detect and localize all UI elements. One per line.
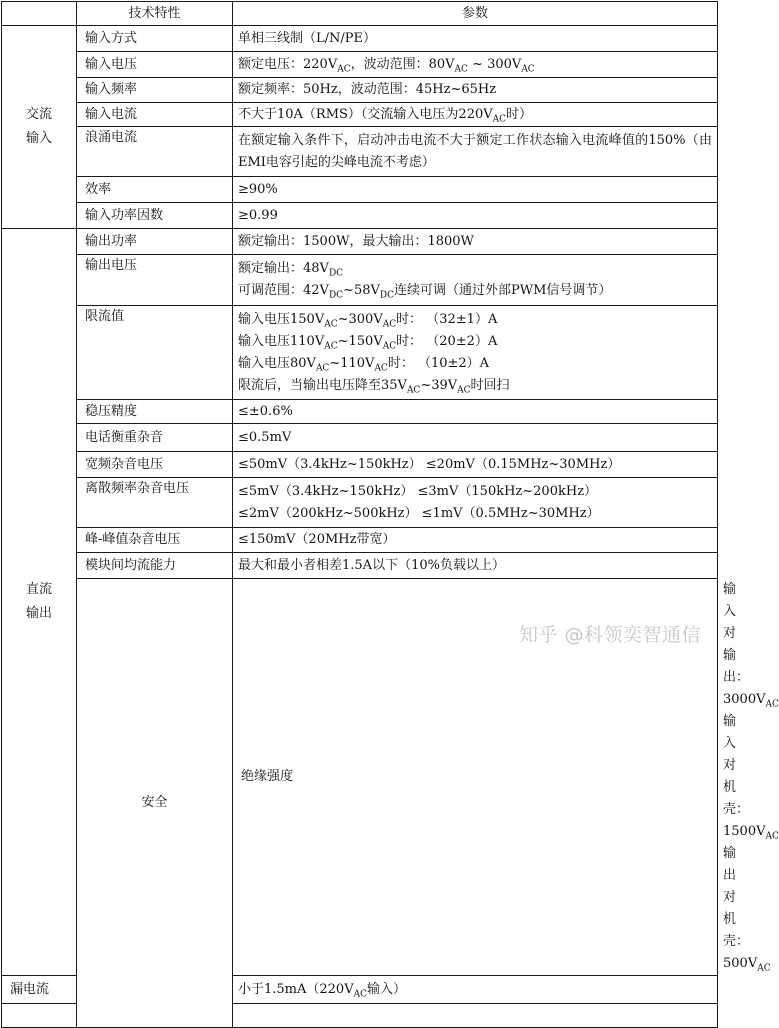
header-row (2, 2, 718, 26)
param-name: 输出电压 (77, 255, 233, 306)
param-name: 稳压精度 (77, 400, 233, 424)
param-value: 额定输出：$48V_{DC}$ 可调范围：$42V_{DC}\sim 58V_{DC}$连续可调（通过外部PWM信号调节） (233, 255, 718, 306)
param-value: ≤5mV（3.4kHz~150kHz） ≤3mV（150kHz~200kHz） ≤2mV（200kHz~500kHz） ≤1mV（0.5MHz~30MHz） (233, 478, 718, 528)
param-name: 输入电流 (77, 103, 233, 127)
param-value: 最大和最小者相差1.5A以下（10%负载以上） (233, 553, 718, 579)
group-label-dc-output: 直流 输出 (2, 229, 77, 976)
table-row (2, 26, 718, 52)
param-value: 额定输出：1500W，最大输出：1800W (233, 229, 718, 255)
param-name: 输入功率因数 (77, 203, 233, 229)
param-name: 峰-峰值杂音电压 (77, 528, 233, 553)
param-name: 限流值 (77, 306, 233, 400)
param-value: ≤50mV（3.4kHz~150kHz） ≤20mV（0.15MHz~30MHz） (233, 452, 718, 478)
param-name: 离散频率杂音电压 (77, 478, 233, 528)
table-row (2, 478, 718, 528)
table-row (2, 400, 718, 424)
param-name: 宽频杂音电压 (77, 452, 233, 478)
param-value: ≥90% (233, 177, 718, 203)
table-row (2, 52, 718, 78)
param-name: 输入方式 (77, 26, 233, 52)
table-row (2, 528, 718, 553)
param-name (2, 1004, 77, 1028)
header-characteristic: 技术特性 (77, 2, 233, 26)
group-label-safety: 安全 (77, 579, 233, 1028)
param-value (233, 1004, 718, 1028)
param-name: 漏电流 (2, 976, 77, 1004)
param-value: 小于$1.5mA(220V_{AC}$输入） (233, 976, 718, 1004)
table-row (2, 452, 718, 478)
param-value: 不大于10A（RMS）（交流输入电压为$220V_{AC}$时） (233, 103, 718, 127)
table-row (2, 103, 718, 127)
table-row (2, 78, 718, 103)
table-row (2, 177, 718, 203)
param-name: 输出功率 (77, 229, 233, 255)
table-row (2, 553, 718, 579)
param-name: 浪涌电流 (77, 127, 233, 177)
watermark: 知乎 @科领奕智通信 (518, 624, 701, 646)
table-row (2, 306, 718, 400)
param-name: 电话衡重杂音 (77, 424, 233, 452)
param-value: ≥0.99 (233, 203, 718, 229)
param-value: ≤0.5mV (233, 424, 718, 452)
table-row (2, 127, 718, 177)
header-blank (2, 2, 77, 26)
param-name: 输入电压 (77, 52, 233, 78)
param-name: 绝缘强度 (233, 579, 718, 976)
table-row (2, 255, 718, 306)
param-value: 单相三线制（L/N/PE） (233, 26, 718, 52)
table-row (2, 203, 718, 229)
header-parameters: 参数 (233, 2, 718, 26)
table-row (2, 424, 718, 452)
param-value: ≤±0.6% (233, 400, 718, 424)
param-name: 模块间均流能力 (77, 553, 233, 579)
group-label-ac-input: 交流 输入 (2, 26, 77, 229)
param-value: ≤150mV（20MHz带宽） (233, 528, 718, 553)
param-name: 效率 (77, 177, 233, 203)
table-row (2, 229, 718, 255)
table-row: 安全 绝缘强度 输入对输出：$3000V_{AC}$ 输入对机壳：$1500V_{AC}$ 输出对机壳：$500V_{AC}$ (2, 579, 718, 976)
param-value: 在额定输入条件下，启动冲击电流不大于额定工作状态输入电流峰值的150%（由EMI电容引起的尖峰电流不考虑） (233, 127, 718, 177)
param-value: 输入电压$150V_{AC}\sim 300V_{AC}$时： （32±1）A 输入电压$110V_{AC}\sim 150V_{AC}$时： （20±2）A 输入电压$80V_{AC}\sim 110V_{AC}$时： （10±2）A 限流后，当输出电压降至$35V_{AC}\sim 39V_{AC}$时回扫 (233, 306, 718, 400)
param-value: 额定频率：50Hz，波动范围：45Hz~65Hz (233, 78, 718, 103)
param-name: 输入频率 (77, 78, 233, 103)
spec-table (1, 1, 779, 1028)
param-value: 额定电压：$220V_{AC}$，波动范围：$80V_{AC}$ ~ $300V_{AC}$ (233, 52, 718, 78)
